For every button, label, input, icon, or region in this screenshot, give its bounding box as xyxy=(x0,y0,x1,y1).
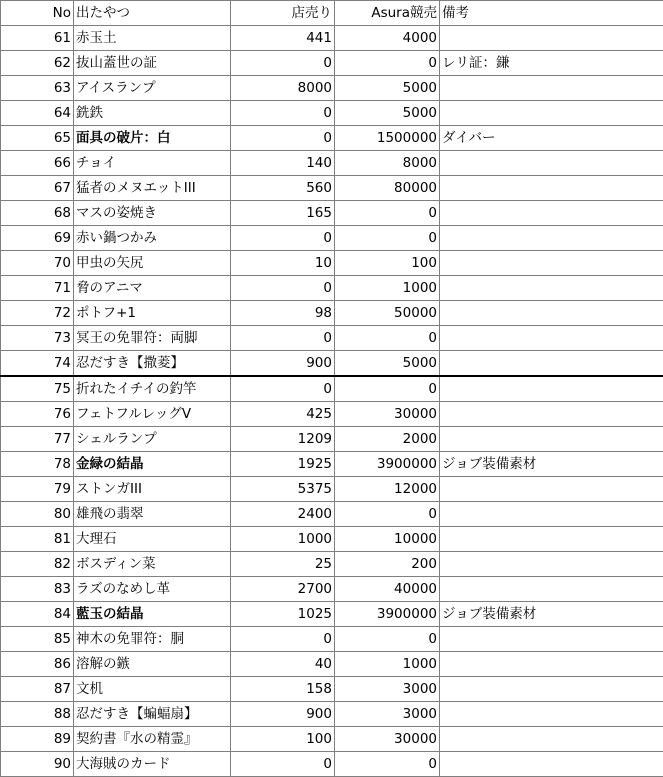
shop-price-cell[interactable]: 0 xyxy=(231,276,335,301)
item-name-cell[interactable]: マスの姿焼き xyxy=(74,201,231,226)
table-row xyxy=(1,126,663,151)
table-row xyxy=(1,702,663,727)
row-no-cell[interactable]: 90 xyxy=(1,752,74,777)
item-name-cell[interactable]: 文机 xyxy=(74,677,231,702)
asura-price-cell[interactable]: 1000 xyxy=(335,276,440,301)
table-row xyxy=(1,552,663,577)
asura-price-cell[interactable]: 3900000 xyxy=(335,602,440,627)
shop-price-cell[interactable]: 0 xyxy=(231,627,335,652)
asura-price-cell[interactable]: 0 xyxy=(335,376,440,402)
table-row xyxy=(1,151,663,176)
table-row xyxy=(1,527,663,552)
row-no-cell[interactable]: 73 xyxy=(1,326,74,351)
table-row xyxy=(1,76,663,101)
row-no-cell[interactable]: 76 xyxy=(1,402,74,427)
row-no-cell[interactable]: 80 xyxy=(1,502,74,527)
item-name-cell[interactable]: 忍だすき【撒菱】 xyxy=(74,351,231,377)
shop-price-cell[interactable]: 0 xyxy=(231,376,335,402)
item-name-cell[interactable]: 甲虫の矢尻 xyxy=(74,251,231,276)
asura-price-cell[interactable]: 0 xyxy=(335,51,440,76)
item-name-cell[interactable]: 藍玉の結晶 xyxy=(74,602,231,627)
table-row xyxy=(1,226,663,251)
item-name-cell[interactable]: 忍だすき【蝙蝠扇】 xyxy=(74,702,231,727)
note-cell[interactable] xyxy=(440,427,663,452)
row-no-cell[interactable]: 71 xyxy=(1,276,74,301)
header-no-cell[interactable]: No xyxy=(1,1,74,26)
shop-price-cell[interactable]: 5375 xyxy=(231,477,335,502)
note-cell[interactable] xyxy=(440,251,663,276)
asura-price-cell[interactable]: 3000 xyxy=(335,702,440,727)
item-name-cell[interactable]: 赤い鍋つかみ xyxy=(74,226,231,251)
asura-price-cell[interactable]: 5000 xyxy=(335,101,440,126)
asura-price-cell[interactable]: 30000 xyxy=(335,402,440,427)
row-no-cell[interactable]: 77 xyxy=(1,427,74,452)
shop-price-cell[interactable]: 98 xyxy=(231,301,335,326)
note-cell[interactable] xyxy=(440,527,663,552)
row-no-cell[interactable]: 67 xyxy=(1,176,74,201)
row-no-cell[interactable]: 63 xyxy=(1,76,74,101)
asura-price-cell[interactable]: 50000 xyxy=(335,301,440,326)
item-name-cell[interactable]: 銑鉄 xyxy=(74,101,231,126)
header-shop-cell[interactable]: 店売り xyxy=(231,1,335,26)
shop-price-cell[interactable]: 165 xyxy=(231,201,335,226)
shop-price-cell[interactable]: 40 xyxy=(231,652,335,677)
row-no-cell[interactable]: 66 xyxy=(1,151,74,176)
note-cell[interactable] xyxy=(440,752,663,777)
note-cell[interactable] xyxy=(440,351,663,377)
shop-price-cell[interactable]: 0 xyxy=(231,51,335,76)
row-no-cell[interactable]: 78 xyxy=(1,452,74,477)
note-cell[interactable] xyxy=(440,326,663,351)
shop-price-cell[interactable]: 900 xyxy=(231,702,335,727)
shop-price-cell[interactable]: 0 xyxy=(231,752,335,777)
table-row xyxy=(1,727,663,752)
row-no-cell[interactable]: 88 xyxy=(1,702,74,727)
table-row xyxy=(1,201,663,226)
asura-price-cell[interactable]: 5000 xyxy=(335,76,440,101)
note-cell[interactable] xyxy=(440,76,663,101)
shop-price-cell[interactable]: 25 xyxy=(231,552,335,577)
note-cell[interactable] xyxy=(440,276,663,301)
header-note-cell[interactable]: 備考 xyxy=(440,1,663,26)
asura-price-cell[interactable]: 0 xyxy=(335,627,440,652)
item-name-cell[interactable]: ストンガIII xyxy=(74,477,231,502)
shop-price-cell[interactable]: 1025 xyxy=(231,602,335,627)
item-name-cell[interactable]: 大海賊のカード xyxy=(74,752,231,777)
table-row xyxy=(1,326,663,351)
table-row xyxy=(1,402,663,427)
shop-price-cell[interactable]: 1209 xyxy=(231,427,335,452)
header-asura-cell[interactable]: Asura競売 xyxy=(335,1,440,26)
table-row xyxy=(1,477,663,502)
row-no-cell[interactable]: 74 xyxy=(1,351,74,377)
asura-price-cell[interactable]: 3900000 xyxy=(335,452,440,477)
note-cell[interactable] xyxy=(440,376,663,402)
item-name-cell[interactable]: シェルランプ xyxy=(74,427,231,452)
item-name-cell[interactable]: 金緑の結晶 xyxy=(74,452,231,477)
row-no-cell[interactable]: 79 xyxy=(1,477,74,502)
row-no-cell[interactable]: 75 xyxy=(1,376,74,402)
row-no-cell[interactable]: 72 xyxy=(1,301,74,326)
row-no-cell[interactable]: 87 xyxy=(1,677,74,702)
table-row xyxy=(1,351,663,377)
row-no-cell[interactable]: 82 xyxy=(1,552,74,577)
row-no-cell[interactable]: 84 xyxy=(1,602,74,627)
row-no-cell[interactable]: 64 xyxy=(1,101,74,126)
shop-price-cell[interactable]: 560 xyxy=(231,176,335,201)
shop-price-cell[interactable]: 425 xyxy=(231,402,335,427)
row-no-cell[interactable]: 62 xyxy=(1,51,74,76)
shop-price-cell[interactable]: 2700 xyxy=(231,577,335,602)
table-row xyxy=(1,51,663,76)
note-cell[interactable] xyxy=(440,151,663,176)
shop-price-cell[interactable]: 441 xyxy=(231,26,335,51)
shop-price-cell[interactable]: 8000 xyxy=(231,76,335,101)
note-cell[interactable] xyxy=(440,502,663,527)
note-cell[interactable] xyxy=(440,26,663,51)
table-row xyxy=(1,276,663,301)
table-row xyxy=(1,602,663,627)
asura-price-cell[interactable]: 80000 xyxy=(335,176,440,201)
item-name-cell[interactable]: 折れたイチイの釣竿 xyxy=(74,376,231,402)
note-cell[interactable] xyxy=(440,677,663,702)
header-row xyxy=(1,1,663,26)
asura-price-cell[interactable]: 1500000 xyxy=(335,126,440,151)
asura-price-cell[interactable]: 1000 xyxy=(335,652,440,677)
table-row xyxy=(1,627,663,652)
table-row xyxy=(1,677,663,702)
row-no-cell[interactable]: 61 xyxy=(1,26,74,51)
table-row xyxy=(1,577,663,602)
row-no-cell[interactable]: 83 xyxy=(1,577,74,602)
shop-price-cell[interactable]: 158 xyxy=(231,677,335,702)
item-name-cell[interactable]: 抜山蓋世の証 xyxy=(74,51,231,76)
table-body xyxy=(1,1,663,777)
item-name-cell[interactable]: 赤玉土 xyxy=(74,26,231,51)
asura-price-cell[interactable]: 8000 xyxy=(335,151,440,176)
shop-price-cell[interactable]: 900 xyxy=(231,351,335,377)
shop-price-cell[interactable]: 10 xyxy=(231,251,335,276)
row-no-cell[interactable]: 69 xyxy=(1,226,74,251)
asura-price-cell[interactable]: 40000 xyxy=(335,577,440,602)
asura-price-cell[interactable]: 5000 xyxy=(335,351,440,377)
table-row xyxy=(1,176,663,201)
note-cell[interactable]: レリ証：鎌 xyxy=(440,51,663,76)
shop-price-cell[interactable]: 140 xyxy=(231,151,335,176)
note-cell[interactable] xyxy=(440,702,663,727)
asura-price-cell[interactable]: 0 xyxy=(335,201,440,226)
table-row xyxy=(1,752,663,777)
note-cell[interactable] xyxy=(440,552,663,577)
asura-price-cell[interactable]: 100 xyxy=(335,251,440,276)
shop-price-cell[interactable]: 1000 xyxy=(231,527,335,552)
item-name-cell[interactable]: チョイ xyxy=(74,151,231,176)
item-name-cell[interactable]: 雄飛の翡翠 xyxy=(74,502,231,527)
row-no-cell[interactable]: 65 xyxy=(1,126,74,151)
asura-price-cell[interactable]: 0 xyxy=(335,226,440,251)
item-name-cell[interactable]: 面具の破片：白 xyxy=(74,126,231,151)
row-no-cell[interactable]: 81 xyxy=(1,527,74,552)
item-name-cell[interactable]: 猛者のメヌエットIII xyxy=(74,176,231,201)
asura-price-cell[interactable]: 2000 xyxy=(335,427,440,452)
table-row xyxy=(1,301,663,326)
note-cell[interactable] xyxy=(440,727,663,752)
asura-price-cell[interactable]: 4000 xyxy=(335,26,440,51)
note-cell[interactable]: ジョブ装備素材 xyxy=(440,602,663,627)
table-row xyxy=(1,251,663,276)
item-name-cell[interactable]: ボスディン菜 xyxy=(74,552,231,577)
shop-price-cell[interactable]: 1925 xyxy=(231,452,335,477)
table-row xyxy=(1,427,663,452)
asura-price-cell[interactable]: 0 xyxy=(335,752,440,777)
table-row xyxy=(1,452,663,477)
item-name-cell[interactable]: 脅のアニマ xyxy=(74,276,231,301)
table-row xyxy=(1,376,663,402)
header-name-cell[interactable]: 出たやつ xyxy=(74,1,231,26)
item-name-cell[interactable]: ラズのなめし革 xyxy=(74,577,231,602)
note-cell[interactable] xyxy=(440,301,663,326)
item-name-cell[interactable]: 大理石 xyxy=(74,527,231,552)
table-row xyxy=(1,652,663,677)
item-name-cell[interactable]: 契約書『水の精霊』 xyxy=(74,727,231,752)
row-no-cell[interactable]: 68 xyxy=(1,201,74,226)
item-name-cell[interactable]: アイスランプ xyxy=(74,76,231,101)
asura-price-cell[interactable]: 0 xyxy=(335,502,440,527)
row-no-cell[interactable]: 85 xyxy=(1,627,74,652)
note-cell[interactable] xyxy=(440,176,663,201)
row-no-cell[interactable]: 70 xyxy=(1,251,74,276)
note-cell[interactable] xyxy=(440,627,663,652)
asura-price-cell[interactable]: 10000 xyxy=(335,527,440,552)
table-row xyxy=(1,101,663,126)
asura-price-cell[interactable]: 30000 xyxy=(335,727,440,752)
item-name-cell[interactable]: フェトフルレッグV xyxy=(74,402,231,427)
shop-price-cell[interactable]: 2400 xyxy=(231,502,335,527)
shop-price-cell[interactable]: 0 xyxy=(231,326,335,351)
row-no-cell[interactable]: 89 xyxy=(1,727,74,752)
asura-price-cell[interactable]: 12000 xyxy=(335,477,440,502)
note-cell[interactable] xyxy=(440,101,663,126)
shop-price-cell[interactable]: 0 xyxy=(231,226,335,251)
note-cell[interactable] xyxy=(440,477,663,502)
table-row xyxy=(1,26,663,51)
note-cell[interactable] xyxy=(440,226,663,251)
item-name-cell[interactable]: 神木の免罪符：胴 xyxy=(74,627,231,652)
item-name-cell[interactable]: 冥王の免罪符：両脚 xyxy=(74,326,231,351)
shop-price-cell[interactable]: 100 xyxy=(231,727,335,752)
asura-price-cell[interactable]: 3000 xyxy=(335,677,440,702)
asura-price-cell[interactable]: 0 xyxy=(335,326,440,351)
note-cell[interactable] xyxy=(440,402,663,427)
shop-price-cell[interactable]: 0 xyxy=(231,101,335,126)
row-no-cell[interactable]: 86 xyxy=(1,652,74,677)
note-cell[interactable] xyxy=(440,652,663,677)
item-name-cell[interactable]: ポトフ+1 xyxy=(74,301,231,326)
asura-price-cell[interactable]: 200 xyxy=(335,552,440,577)
note-cell[interactable]: ジョブ装備素材 xyxy=(440,452,663,477)
note-cell[interactable] xyxy=(440,577,663,602)
note-cell[interactable] xyxy=(440,201,663,226)
table-row xyxy=(1,502,663,527)
shop-price-cell[interactable]: 0 xyxy=(231,126,335,151)
note-cell[interactable]: ダイバー xyxy=(440,126,663,151)
item-name-cell[interactable]: 溶解の鏃 xyxy=(74,652,231,677)
